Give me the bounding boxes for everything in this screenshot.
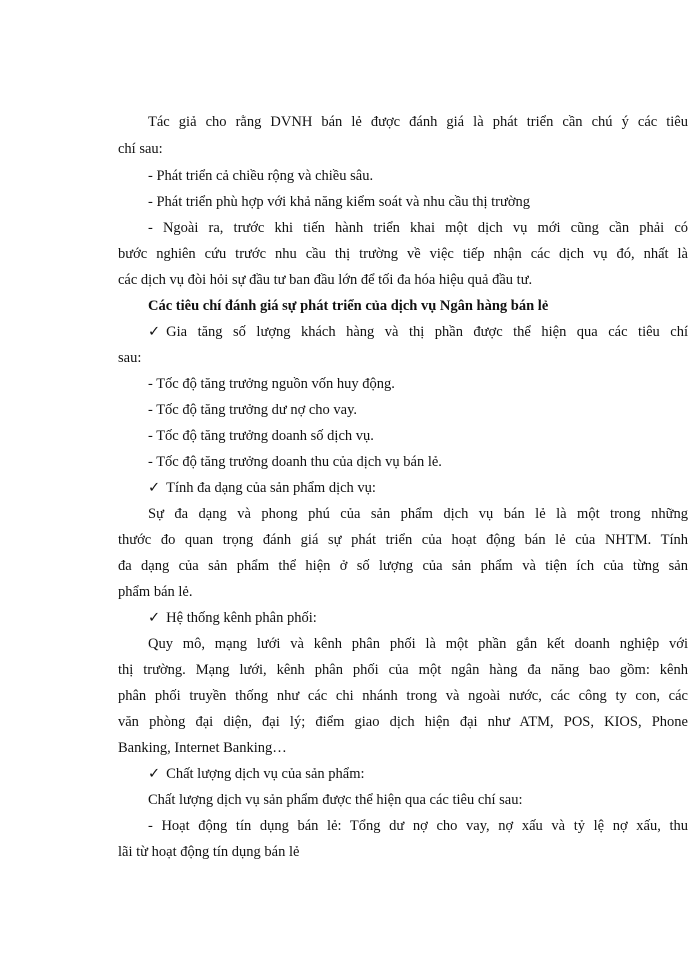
paragraph-line: đa dạng của sản phẩm thể hiện ở số lượng của sản phẩm và tiện ích của từng sản [118, 558, 688, 574]
paragraph-line: sau: [118, 350, 142, 366]
list-item: - Tốc độ tăng trưởng doanh số dịch vụ. [148, 428, 374, 444]
checkmark-icon: ✓ [148, 610, 161, 626]
criterion-heading [148, 608, 317, 628]
paragraph-line: phẩm bán lẻ. [118, 584, 193, 600]
criterion-text: Chất lượng dịch vụ của sản phẩm: [166, 766, 365, 782]
criterion-heading [148, 322, 688, 342]
criterion-heading [148, 764, 365, 784]
list-item: - Tốc độ tăng trưởng doanh thu của dịch vụ bán lẻ. [148, 454, 442, 470]
checkmark-icon: ✓ [148, 766, 161, 782]
list-item: - Tốc độ tăng trưởng nguồn vốn huy động. [148, 376, 395, 392]
paragraph-line: Banking, Internet Banking… [118, 740, 287, 756]
checkmark-icon: ✓ [148, 480, 161, 496]
paragraph-line: - Ngoài ra, trước khi tiến hành triển khai một dịch vụ mới cũng cần phải có [148, 220, 688, 236]
section-heading: Các tiêu chí đánh giá sự phát triển của dịch vụ Ngân hàng bán lẻ [148, 298, 549, 314]
paragraph-line: lãi từ hoạt động tín dụng bán lẻ [118, 844, 300, 860]
paragraph-line: Sự đa dạng và phong phú của sản phẩm dịch vụ bán lẻ là một trong những [148, 506, 688, 522]
list-item: - Phát triển phù hợp với khả năng kiểm soát và nhu cầu thị trường [148, 194, 531, 210]
checkmark-icon: ✓ [148, 324, 161, 340]
paragraph-line: thị trường. Mạng lưới, kênh phân phối của một ngân hàng đa năng bao gồm: kênh [118, 662, 688, 678]
list-item: - Phát triển cả chiều rộng và chiều sâu. [148, 168, 374, 184]
paragraph-line: văn phòng đại diện, đại lý; điểm giao dịch hiện đại như ATM, POS, KIOS, Phone [118, 714, 688, 730]
paragraph-line: các dịch vụ đòi hỏi sự đầu tư ban đầu lớn để tối đa hóa hiệu quả đầu tư. [118, 272, 533, 288]
paragraph-line: bước nghiên cứu trước nhu cầu thị trường về việc tiếp nhận các dịch vụ đó, nhất là [118, 246, 688, 262]
paragraph-line: Tác giả cho rằng DVNH bán lẻ được đánh giá là phát triển cần chú ý các tiêu [148, 114, 688, 130]
list-item: - Tốc độ tăng trưởng dư nợ cho vay. [148, 402, 358, 418]
paragraph-line: chí sau: [118, 141, 163, 157]
criterion-text: Gia tăng số lượng khách hàng và thị phần được thể hiện qua các tiêu chí [166, 324, 688, 340]
paragraph-line: thước đo quan trọng đánh giá sự phát triển của hoạt động bán lẻ của NHTM. Tính [118, 532, 688, 548]
paragraph-line: Chất lượng dịch vụ sản phẩm được thể hiện qua các tiêu chí sau: [148, 792, 523, 808]
criterion-heading [148, 478, 376, 498]
criterion-text: Hệ thống kênh phân phối: [166, 610, 317, 626]
list-item: - Hoạt động tín dụng bán lẻ: Tổng dư nợ cho vay, nợ xấu và tỷ lệ nợ xấu, thu [148, 818, 688, 834]
paragraph-line: phân phối truyền thống như các chi nhánh trong và ngoài nước, các công ty con, các [118, 688, 688, 704]
criterion-text: Tính đa dạng của sản phẩm dịch vụ: [166, 480, 376, 496]
paragraph-line: Quy mô, mạng lưới và kênh phân phối là một phần gắn kết doanh nghiệp với [148, 636, 688, 652]
